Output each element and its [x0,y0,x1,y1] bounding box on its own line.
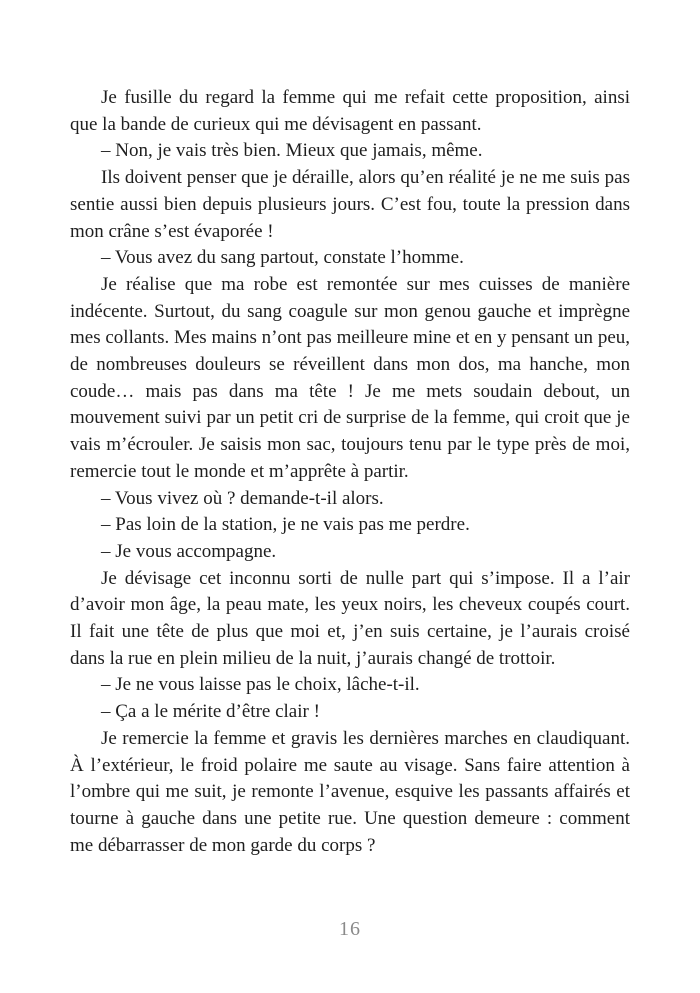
dialogue-line: – Vous vivez où ? demande-t-il alors. [101,487,384,509]
dialogue-line: – Je ne vous laisse pas le choix, lâche-t-il. [101,674,420,696]
paragraph: Ils doivent penser que je déraille, alors qu’en réalité je ne me suis pas sentie aussi bien depuis plusieurs jours. C’est fou, toute la pression dans mon crâne s’est évaporée ! [70,167,630,242]
dialogue-line: – Je vous accompagne. [101,540,277,562]
paragraph: Je dévisage cet inconnu sorti de nulle part qui s’impose. Il a l’air d’avoir mon âge, la peau mate, les yeux noirs, les cheveux coupés court. Il fait une tête de plus que moi et, j’en suis certaine, je l’aurais croisé dans la rue en plein milieu de la nuit, j’aurais changé de trottoir. [70,567,630,669]
paragraph: Je remercie la femme et gravis les dernières marches en claudiquant. À l’extérieur, le froid polaire me saute au visage. Sans faire attention à l’ombre qui me suit, je remonte l’avenue, esquive les passants affairés et tourne à gauche dans une petite rue. Une question demeure : comment me débarrasser de mon garde du corps ? [70,727,630,856]
page-number: 16 [339,918,361,940]
dialogue-line: – Ça a le mérite d’être clair ! [101,701,320,723]
dialogue-line: – Pas loin de la station, je ne vais pas me perdre. [101,514,470,536]
dialogue-line: – Non, je vais très bien. Mieux que jamais, même. [101,140,483,162]
paragraph: Je fusille du regard la femme qui me refait cette proposition, ainsi que la bande de curieux qui me dévisagent en passant. [70,87,630,135]
dialogue-line: – Vous avez du sang partout, constate l’homme. [101,247,464,269]
paragraph: Je réalise que ma robe est remontée sur mes cuisses de manière indécente. Surtout, du sang coagule sur mon genou gauche et imprègne mes collants. Mes mains n’ont pas meilleure mine et en y pensant un peu, de nombreuses douleurs se réveillent dans mon dos, ma hanche, mon coude… mais pas dans ma tête ! Je me mets soudain debout, un mouvement suivi par un petit cri de surprise de la femme, qui croit que je vais m’écrouler. Je saisis mon sac, toujours tenu par le type près de moi, remercie tout le monde et m’apprête à partir. [70,273,630,482]
page-footer [0,918,700,941]
body-text-block [70,85,630,859]
